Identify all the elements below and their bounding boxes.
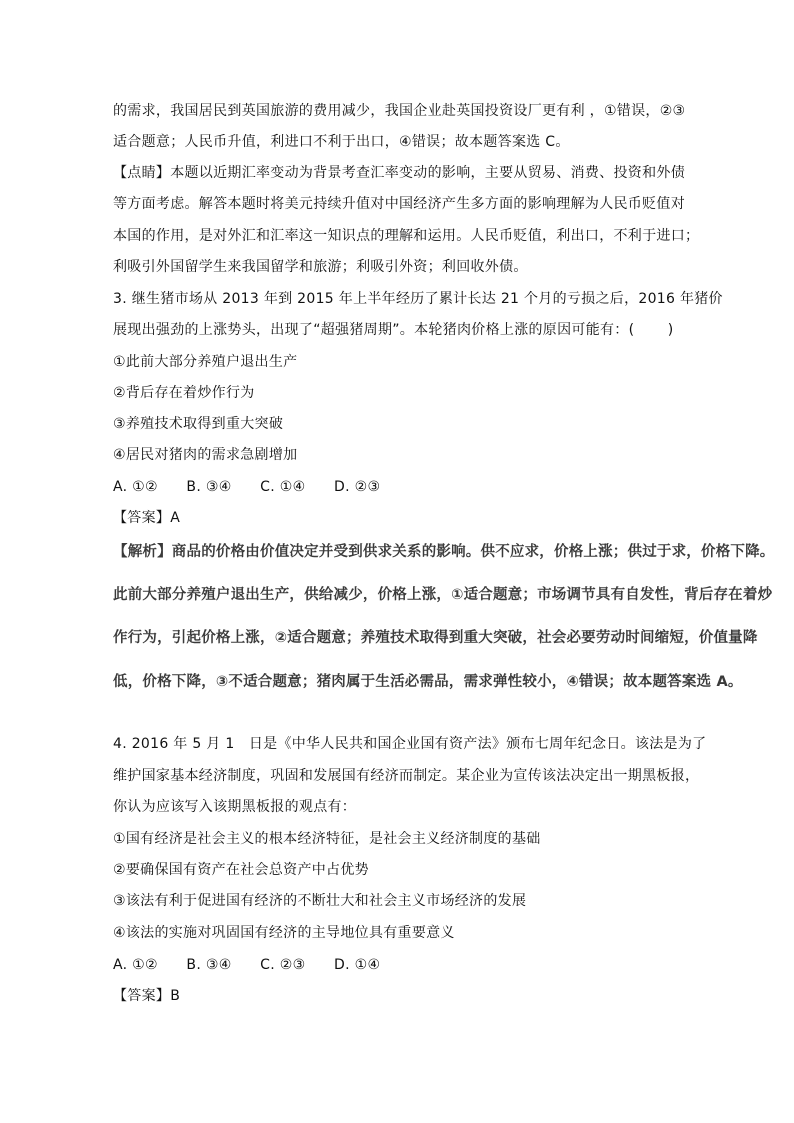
q3-item: ③养殖技术取得到重大突破 [113, 416, 284, 432]
q4-item: ①国有经济是社会主义的根本经济特征，是社会主义经济制度的基础 [113, 831, 541, 847]
q4-item: ②要确保国有资产在社会总资产中占优势 [113, 862, 369, 878]
q3-item: ②背后存在着炒作行为 [113, 385, 255, 401]
q4-options: A. ①② B. ③④ C. ②③ D. ①④ [113, 957, 381, 973]
q3-item: ④居民对猪肉的需求急剧增加 [113, 447, 298, 463]
q3-analysis-line: 低，价格下降，③不适合题意；猪肉属于生活必需品，需求弹性较小，④错误；故本题答案选 A。 [113, 674, 743, 690]
q3-options: A. ①② B. ③④ C. ①④ D. ②③ [113, 479, 381, 495]
q3-analysis-line: 此前大部分养殖户退出生产，供给减少，价格上涨，①适合题意；市场调节具有自发性，背后存在着炒 [113, 587, 773, 603]
prev-comment-line: 等方面考虑。解答本题时将美元持续升值对中国经济产生多方面的影响理解为人民币贬值对 [113, 196, 685, 212]
q4-answer: 【答案】B [113, 988, 181, 1004]
prev-comment-line: 利吸引外国留学生来我国留学和旅游；利吸引外资；利回收外债。 [113, 259, 528, 275]
prev-comment-line: 本国的作用，是对外汇和汇率这一知识点的理解和运用。人民币贬值，利出口，不利于进口； [113, 228, 700, 244]
q4-stem-line: 维护国家基本经济制度，巩固和发展国有经济而制定。某企业为宣传该法决定出一期黑板报， [113, 768, 700, 784]
q4-item: ④该法的实施对巩固国有经济的主导地位具有重要意义 [113, 925, 455, 941]
prev-explanation-line: 的需求，我国居民到英国旅游的费用减少，我国企业赴英国投资设厂更有利 ，①错误，②③ [113, 103, 686, 119]
q3-item: ①此前大部分养殖户退出生产 [113, 354, 298, 370]
q3-stem-line: 展现出强劲的上涨势头，出现了“超强猪周期”。本轮猪肉价格上涨的原因可能有：( ) [113, 322, 674, 338]
q3-analysis-line: 作行为，引起价格上涨，②适合题意；养殖技术取得到重大突破，社会必要劳动时间缩短，价值量降 [113, 630, 758, 646]
prev-explanation-line: 适合题意；人民币升值，利进口不利于出口，④错误；故本题答案选 C。 [113, 134, 570, 150]
q4-item: ③该法有利于促进国有经济的不断壮大和社会主义市场经济的发展 [113, 893, 527, 909]
prev-comment-line: 【点睛】本题以近期汇率变动为背景考查汇率变动的影响，主要从贸易、消费、投资和外债 [113, 165, 685, 181]
q3-analysis-line: 【解析】商品的价格由价值决定并受到供求关系的影响。供不应求，价格上涨；供过于求，价格下降。 [113, 544, 775, 560]
q4-stem-line: 你认为应该写入该期黑板报的观点有： [113, 799, 357, 815]
q4-stem-line: 4. 2016 年 5 月 1 日是《中华人民共和国企业国有资产法》颁布七周年纪念日。该法是为了 [113, 736, 707, 752]
q3-answer: 【答案】A [113, 510, 181, 526]
q3-stem-line: 3. 继生猪市场从 2013 年到 2015 年上半年经历了累计长达 21 个月的亏损之后，2016 年猪价 [113, 291, 723, 307]
